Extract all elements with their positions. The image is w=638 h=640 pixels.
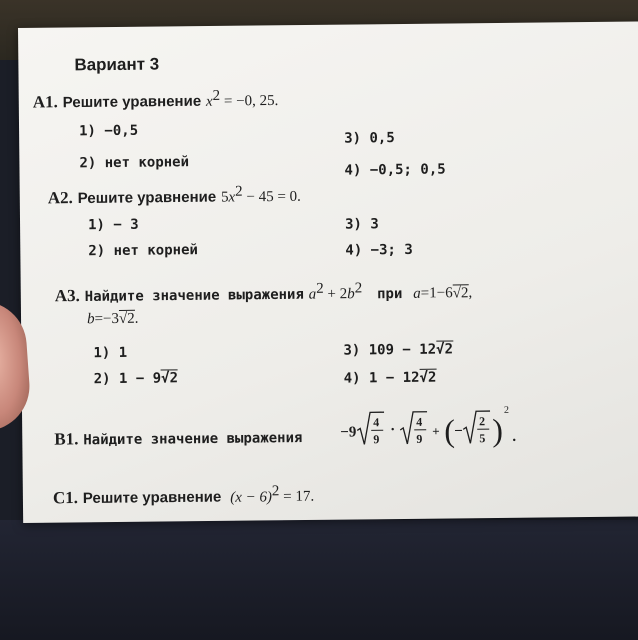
a2-option-4: 4) −3; 3: [345, 241, 413, 259]
question-a1-text: Решите уравнение: [62, 92, 202, 112]
b1-frac2-num: 4: [416, 414, 423, 429]
b1-end: .: [512, 428, 517, 445]
question-a1-eq-var: x: [205, 93, 213, 110]
a3-option-2-text: 2) 1 − 9: [93, 370, 162, 388]
a3-option-3-radicand: 2: [444, 341, 454, 358]
question-a3-cond1-root: √2: [452, 284, 469, 302]
b1-radical-2: [400, 412, 427, 444]
b1-frac1-num: 4: [373, 415, 380, 430]
question-a3-expr-b: b: [347, 286, 355, 303]
question-a2-label: А2.: [47, 188, 73, 208]
a1-option-1: 1) −0,5: [79, 122, 139, 140]
question-a3-cond1-end: ,: [468, 284, 473, 301]
variant-title: Вариант 3: [74, 54, 160, 75]
a3-option-2: [94, 370, 178, 387]
question-a3-cond1-var: a: [413, 285, 421, 302]
question-b1-label: В1.: [54, 429, 79, 449]
question-a1-label: А1.: [32, 92, 58, 112]
question-c1-label: С1.: [52, 488, 79, 508]
question-c1-text: Решите уравнение: [82, 488, 222, 508]
a3-option-3: [343, 341, 453, 358]
question-a2: [48, 183, 301, 208]
question-a2-eq-coef: 5: [220, 189, 229, 206]
a3-option-4-text: 4) 1 − 12: [343, 369, 420, 387]
a3-option-4: [344, 370, 437, 387]
a1-option-4: 4) −0,5; 0,5: [344, 161, 446, 179]
b1-radical-1: [357, 412, 384, 447]
question-c1-eq-rest: = 17.: [279, 488, 315, 505]
question-a3: [55, 279, 473, 306]
b1-neg: −: [454, 423, 463, 440]
b1-paren-open: (: [444, 412, 456, 449]
question-a1: [33, 87, 279, 112]
question-a3-at-word: при: [377, 285, 403, 302]
a1-option-3: 3) 0,5: [344, 130, 395, 147]
b1-frac1-den: 9: [373, 432, 380, 447]
question-a3-expr-a: a: [308, 286, 317, 303]
question-c1: [53, 483, 314, 508]
question-a1-eq-rest: = −0, 25.: [220, 92, 279, 110]
a3-option-3-text: 3) 109 − 12: [343, 341, 437, 359]
question-c1-eq-left: (x − 6): [230, 489, 273, 506]
question-a1-eq-exp: 2: [212, 87, 221, 104]
a3-option-2-radicand: 2: [169, 370, 179, 387]
a3-option-1: 1) 1: [93, 344, 128, 362]
a3-option-4-root: √2: [419, 369, 437, 386]
question-a3-cond1-radicand: 2: [460, 284, 469, 302]
b1-paren-close: ): [492, 411, 504, 449]
b1-frac3-num: 2: [479, 414, 486, 429]
question-a3-label: А3.: [54, 286, 80, 306]
background-bottom: [0, 520, 638, 640]
question-a3-expr-b-exp: 2: [354, 280, 363, 297]
a3-option-2-root: √2: [161, 370, 179, 387]
question-a2-text: Решите уравнение: [77, 188, 217, 208]
question-a2-eq-rest: − 45 = 0.: [242, 188, 301, 206]
a3-option-3-root: √2: [436, 341, 454, 358]
b1-coef: −9: [340, 424, 357, 441]
question-b1: [54, 427, 302, 450]
a1-option-2: 2) нет корней: [79, 154, 190, 172]
a2-option-3: 3) 3: [344, 216, 379, 233]
worksheet-paper: [18, 21, 638, 523]
question-b1-text: Найдите значение выражения: [83, 430, 303, 449]
question-a2-eq-var: x: [228, 189, 236, 206]
question-a3-cond1-val: =1−6: [420, 285, 453, 302]
question-a2-eq-exp: 2: [235, 183, 243, 200]
a2-option-2: 2) нет корней: [88, 242, 198, 260]
question-c1-eq-exp: 2: [271, 483, 280, 500]
question-a3-cond2-var: b: [86, 311, 95, 328]
question-a3-cond2-root: √2: [118, 310, 135, 327]
question-b1-expression: [340, 401, 541, 463]
b1-exp: 2: [503, 404, 510, 416]
a2-option-1: 1) − 3: [87, 216, 139, 234]
a3-option-4-radicand: 2: [427, 369, 437, 386]
question-a3-cond2-radicand: 2: [127, 310, 135, 327]
question-a3-text: Найдите значение выражения: [84, 286, 304, 305]
b1-frac2-den: 9: [416, 431, 423, 446]
question-a3-expr-plus: + 2: [323, 286, 348, 303]
question-a3-cond2-val: =−3: [94, 310, 120, 328]
b1-dot: ·: [390, 422, 396, 439]
b1-radical-3: [463, 411, 490, 446]
question-a3-cond2: [87, 311, 139, 329]
b1-frac3-den: 5: [479, 431, 486, 446]
b1-plus: +: [432, 423, 440, 439]
question-a3-expr-a-exp: 2: [316, 280, 324, 297]
question-a3-cond2-end: .: [134, 310, 139, 327]
